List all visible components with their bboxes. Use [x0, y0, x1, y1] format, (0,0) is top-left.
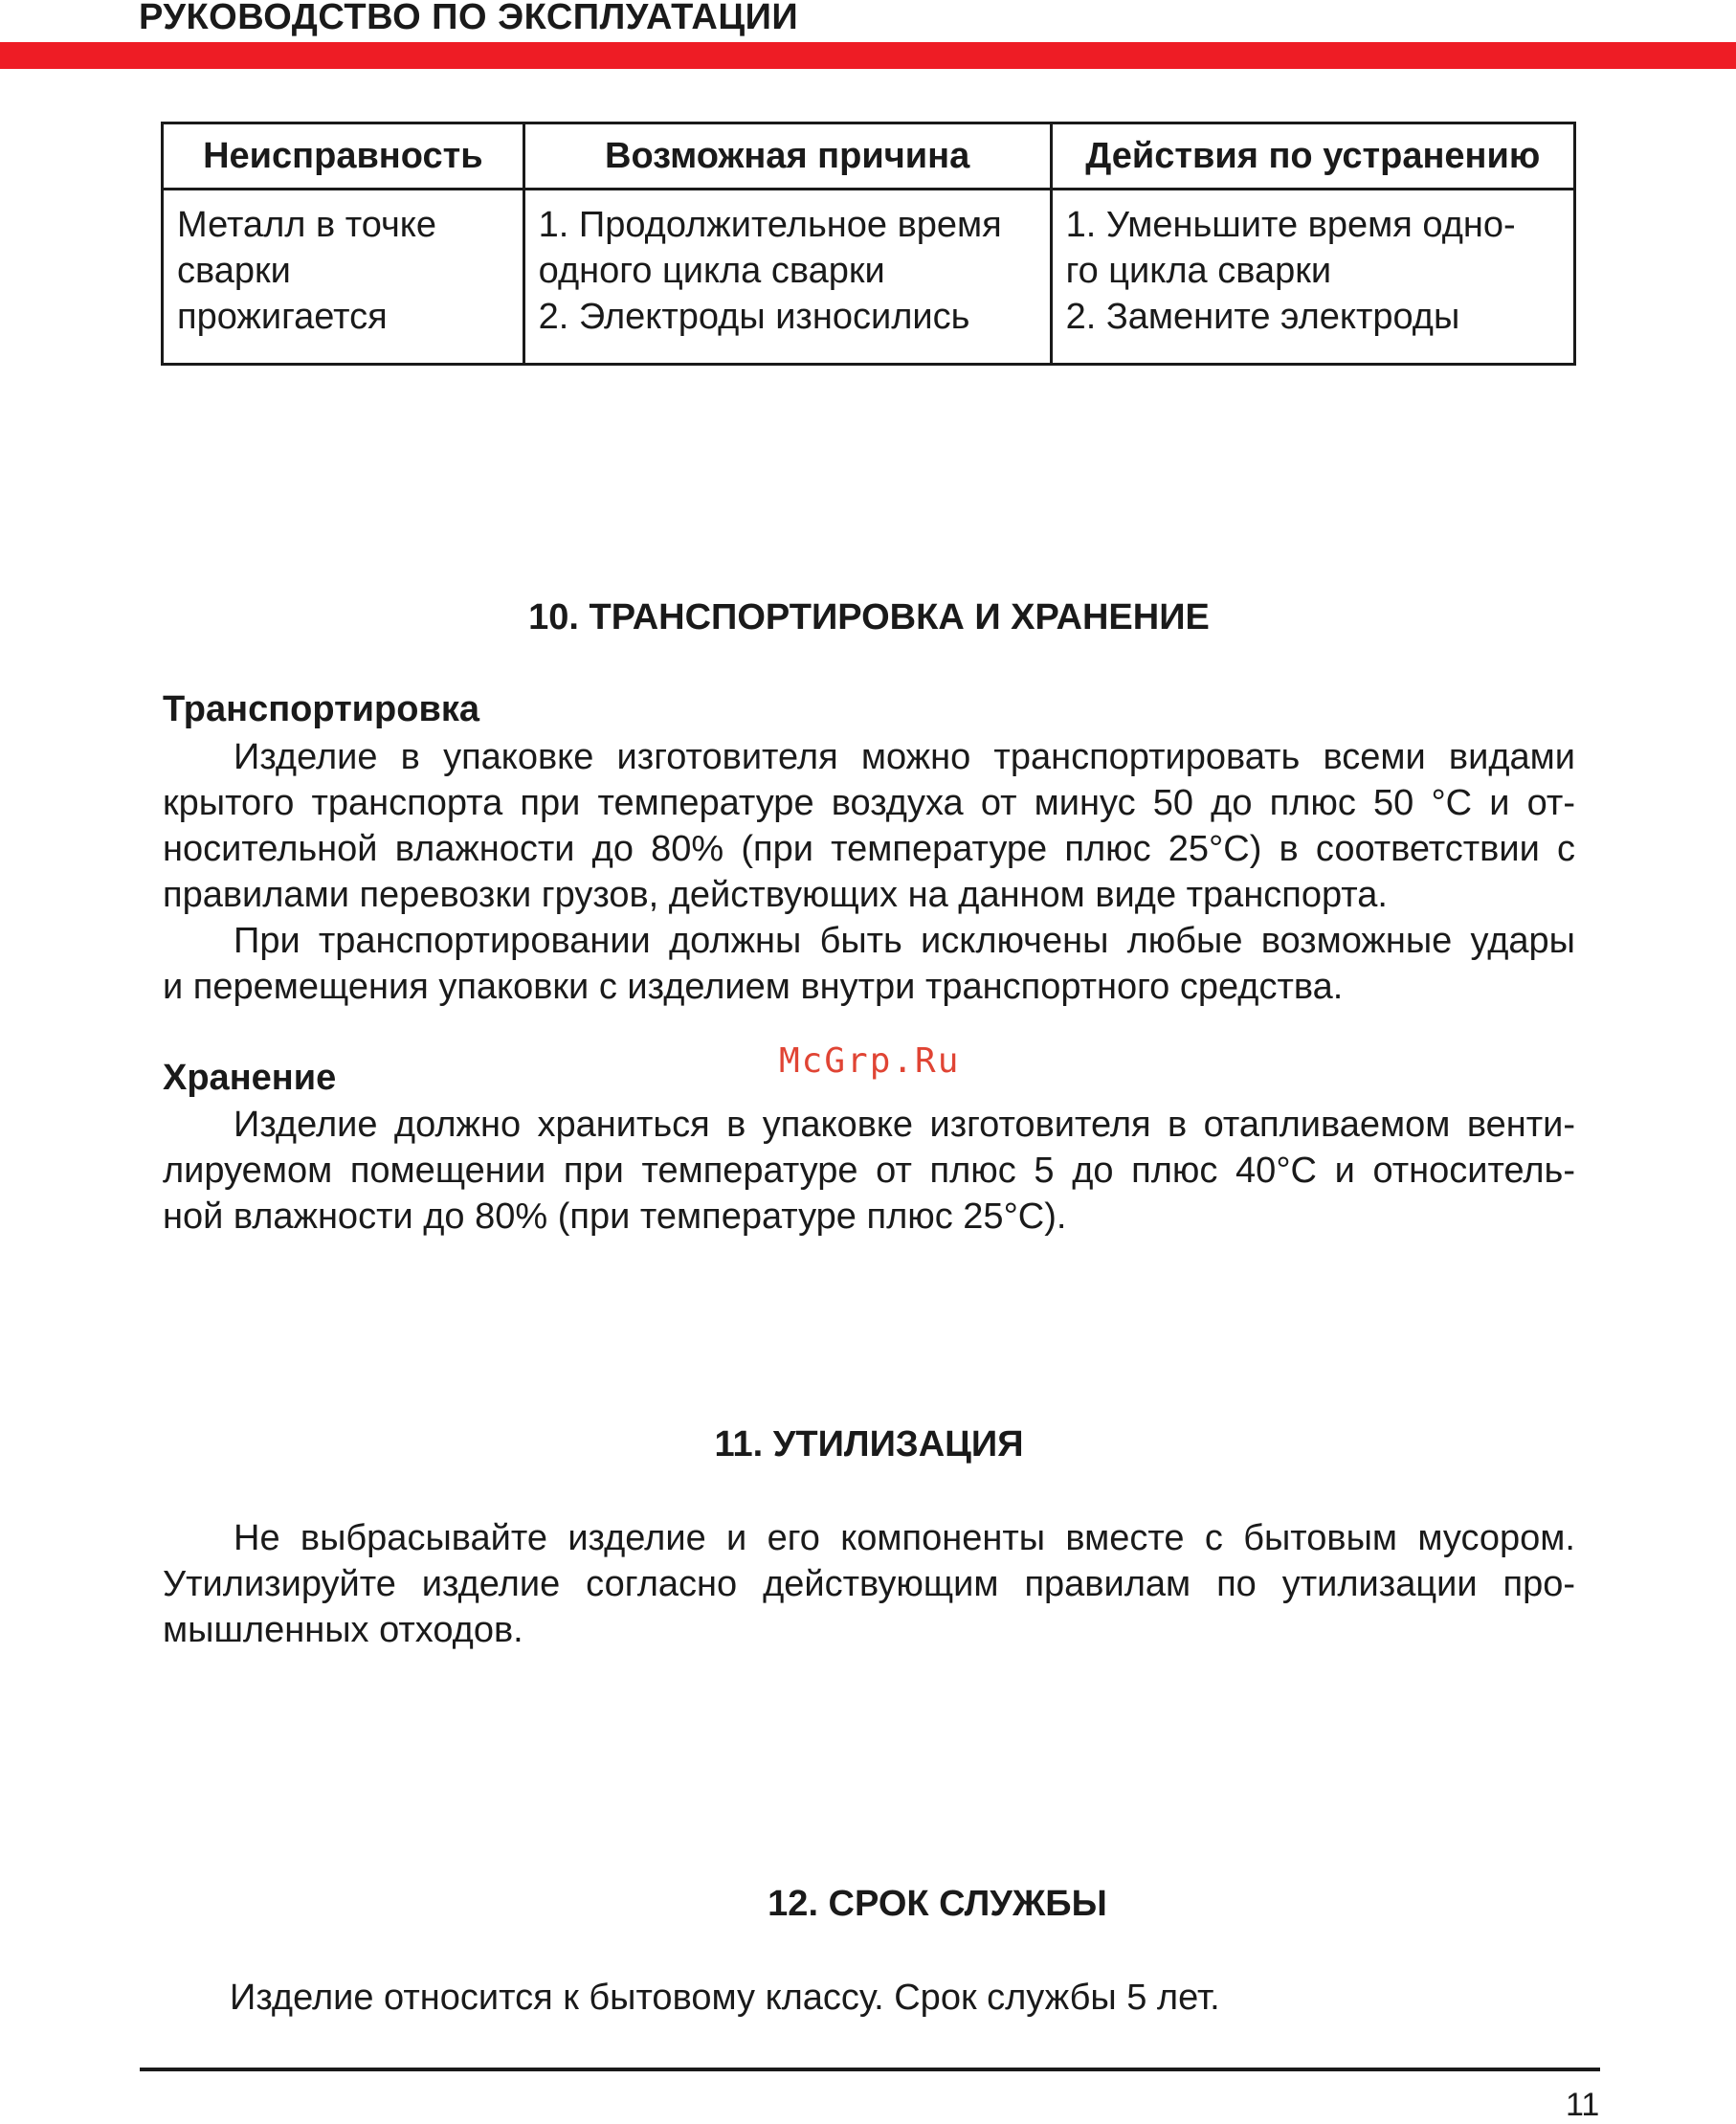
cell-line: одного цикла сварки [538, 251, 885, 291]
text-line: носительной влажности до 80% (при температуре плюс 25°С) в соответствии с [163, 829, 1575, 869]
cell-action [1051, 190, 1574, 365]
running-header: РУКОВОДСТВО ПО ЭКСПЛУАТАЦИИ [139, 0, 799, 37]
text-line: Изделие в упаковке изготовителя можно транспортировать всеми видами [234, 737, 1575, 777]
text-line: правилами перевозки грузов, действующих на данном виде транспорта. [163, 875, 1388, 915]
cell-line: го цикла сварки [1065, 251, 1332, 291]
watermark: McGrp.Ru [779, 1041, 961, 1081]
text-line: Изделие должно храниться в упаковке изготовителя в отапливаемом венти- [234, 1105, 1575, 1145]
text-line: Изделие относится к бытовому классу. Срок службы 5 лет. [230, 1978, 1220, 2018]
text-line: крытого транспорта при температуре воздуха от минус 50 до плюс 50 °С и от- [163, 783, 1575, 823]
section-11-title: 11. УТИЛИЗАЦИЯ [714, 1424, 1024, 1464]
header-red-bar [0, 42, 1736, 69]
text-line: ной влажности до 80% (при температуре плюс 25°С). [163, 1196, 1067, 1237]
table-row [163, 190, 1575, 365]
cell-problem [163, 190, 524, 365]
cell-line: 1. Уменьшите время одно- [1065, 205, 1516, 245]
troubleshooting-table [161, 122, 1576, 366]
transport-paragraph-2 [163, 918, 1575, 1010]
column-header-cause: Возможная причина [523, 123, 1051, 190]
column-header-action: Действия по устранению [1051, 123, 1574, 190]
storage-subtitle: Хранение [163, 1058, 337, 1098]
disposal-paragraph [163, 1515, 1575, 1653]
transport-subtitle: Транспортировка [163, 689, 479, 729]
cell-line: 1. Продолжительное время [538, 205, 1002, 245]
footer-rule [140, 2068, 1600, 2071]
text-line: и перемещения упаковки с изделием внутри транспортного средства. [163, 967, 1344, 1007]
page-number: 11 [1566, 2087, 1600, 2123]
text-line: Не выбрасывайте изделие и его компоненты вместе с бытовым мусором. [234, 1518, 1575, 1558]
text-line: При транспортировании должны быть исключены любые возможные удары [234, 921, 1575, 961]
column-header-problem: Неисправность [163, 123, 524, 190]
cell-line: прожигается [177, 297, 388, 337]
text-line: Утилизируйте изделие согласно действующим правилам по утилизации про- [163, 1564, 1575, 1604]
cell-line: Металл в точке [177, 205, 436, 245]
cell-line: 2. Электроды износились [538, 297, 970, 337]
cell-line: сварки [177, 251, 291, 291]
service-life-paragraph [230, 1975, 1569, 2021]
table-header-row [163, 123, 1575, 190]
section-10-title: 10. ТРАНСПОРТИРОВКА И ХРАНЕНИЕ [528, 597, 1210, 637]
cell-cause [523, 190, 1051, 365]
text-line: лируемом помещении при температуре от плюс 5 до плюс 40°С и относитель- [163, 1151, 1575, 1191]
transport-paragraph-1 [163, 734, 1575, 918]
section-12-title: 12. СРОК СЛУЖБЫ [768, 1884, 1107, 1924]
storage-paragraph [163, 1102, 1575, 1240]
text-line: мышленных отходов. [163, 1610, 523, 1650]
cell-line: 2. Замените электроды [1065, 297, 1460, 337]
